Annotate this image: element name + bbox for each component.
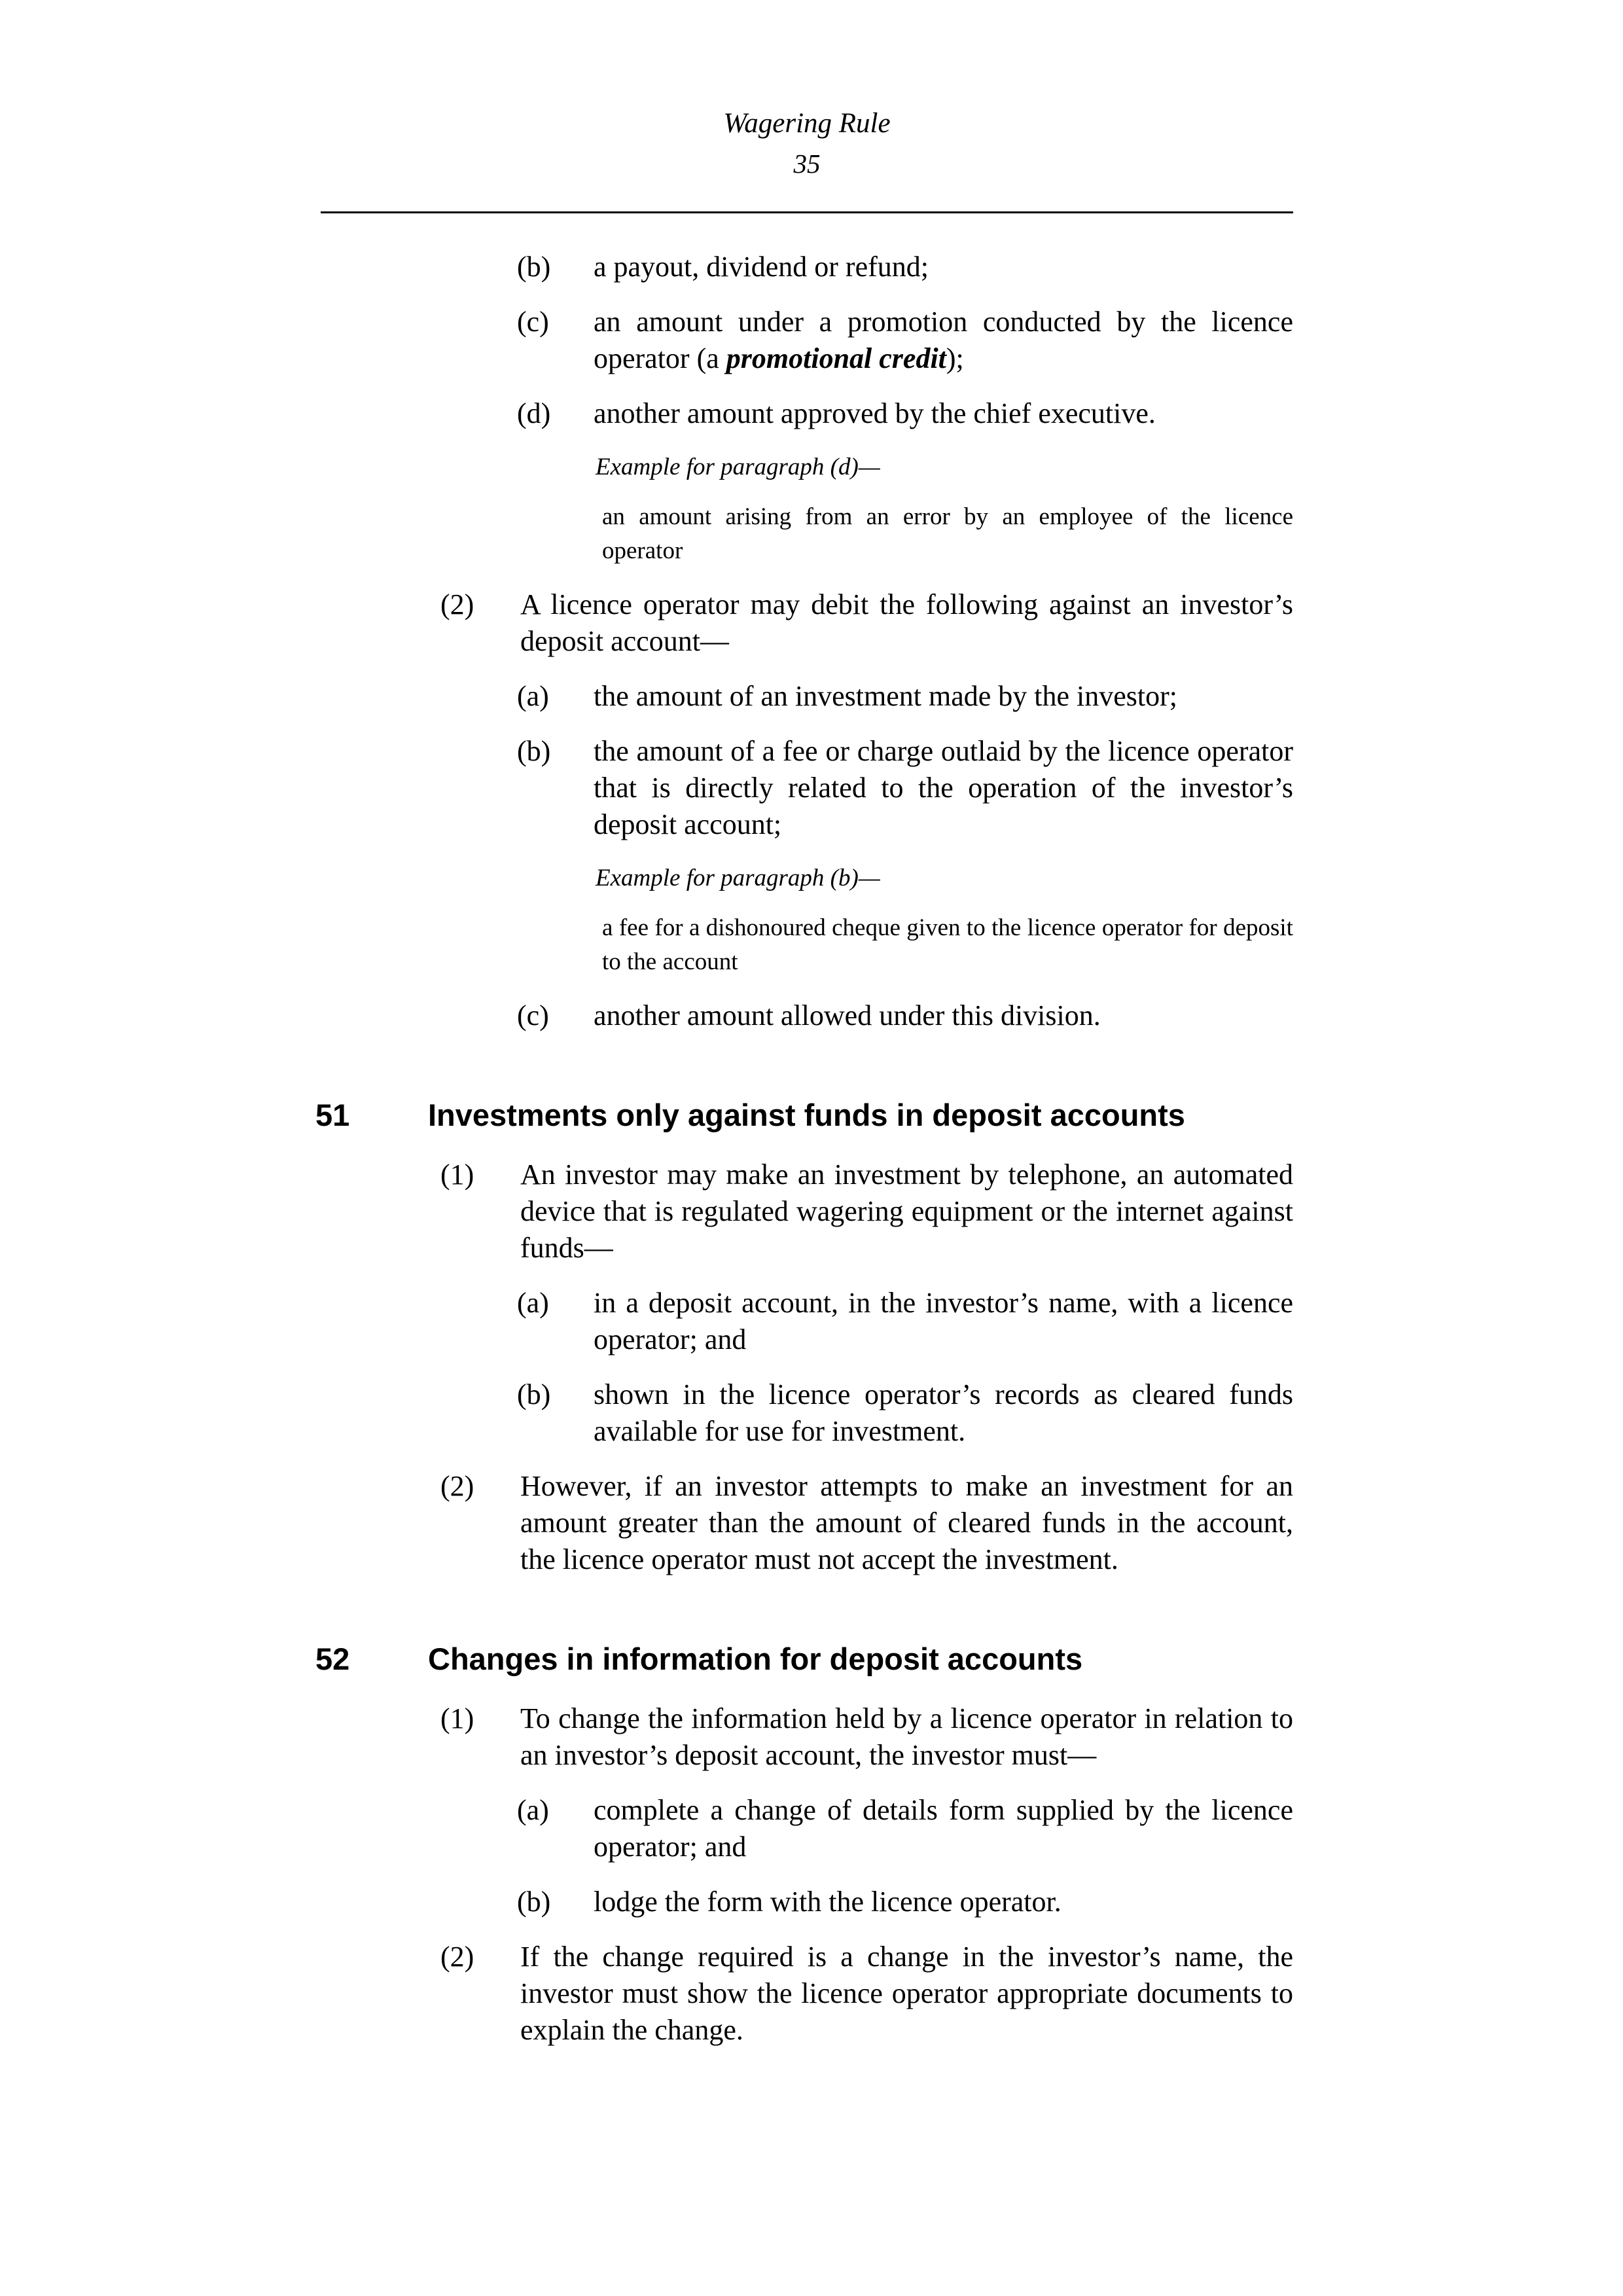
list-item <box>517 1376 1293 1450</box>
item-text <box>594 1792 1293 1865</box>
document-title: Wagering Rule <box>723 108 891 139</box>
header-divider <box>321 211 1293 213</box>
item-marker: (b) <box>517 1378 551 1410</box>
item-marker: (b) <box>517 1886 551 1918</box>
section-number: 52 <box>315 1641 350 1676</box>
item-marker: (2) <box>440 1941 474 1973</box>
list-item <box>440 1157 1293 1266</box>
list-item <box>517 1285 1293 1358</box>
item-marker: (1) <box>440 1158 474 1191</box>
item-text <box>520 1700 1293 1774</box>
item-text <box>594 678 1293 715</box>
item-marker: (d) <box>517 397 551 429</box>
document-body <box>315 249 1293 2049</box>
item-text <box>520 1939 1293 2049</box>
text-segment: lodge the form with the licence operator. <box>594 1886 1061 1918</box>
text-segment: in a deposit account, in the investor’s name, with a licence operator; and <box>594 1287 1293 1355</box>
content-column <box>315 0 1293 2049</box>
list-item <box>440 1700 1293 1774</box>
text-segment: However, if an investor attempts to make an investment for an amount greater than the amount of cleared funds in the account, the licence operator must not accept the investment. <box>520 1470 1293 1575</box>
item-text <box>594 1285 1293 1358</box>
item-marker: (a) <box>517 1287 549 1319</box>
item-text <box>594 395 1293 432</box>
item-marker: (c) <box>517 999 549 1031</box>
text-segment: the amount of an investment made by the investor; <box>594 680 1178 712</box>
item-text <box>594 304 1293 377</box>
text-segment: another amount approved by the chief executive. <box>594 397 1156 429</box>
item-text <box>594 1884 1293 1920</box>
item-text <box>594 997 1293 1034</box>
text-segment: a payout, dividend or refund; <box>594 251 929 283</box>
text-segment: If the change required is a change in the investor’s name, the investor must show the licence operator appropriate documents to explain the change. <box>520 1941 1293 2046</box>
item-marker: (1) <box>440 1702 474 1734</box>
item-marker: (b) <box>517 735 551 767</box>
list-item <box>517 997 1293 1034</box>
item-marker: (a) <box>517 680 549 712</box>
item-text <box>594 733 1293 843</box>
text-segment: shown in the licence operator’s records as cleared funds available for use for investment. <box>594 1378 1293 1447</box>
item-marker: (a) <box>517 1794 549 1826</box>
text-segment: another amount allowed under this division. <box>594 999 1101 1031</box>
section-number: 51 <box>315 1098 350 1132</box>
item-text <box>594 1376 1293 1450</box>
list-item <box>517 249 1293 285</box>
list-item <box>517 395 1293 432</box>
text-segment: An investor may make an investment by telephone, an automated device that is regulated wagering equipment or the internet against funds— <box>520 1158 1293 1264</box>
list-item <box>440 1939 1293 2049</box>
example-heading: Example for paragraph (b)— <box>596 865 880 891</box>
item-text <box>594 249 1293 285</box>
section-heading-row <box>315 1640 1293 1678</box>
list-item <box>517 1792 1293 1865</box>
item-marker: (2) <box>440 1470 474 1502</box>
text-segment: To change the information held by a licence operator in relation to an investor’s deposit account, the investor must— <box>520 1702 1293 1771</box>
text-segment: complete a change of details form supplied by the licence operator; and <box>594 1794 1293 1863</box>
example-heading: Example for paragraph (d)— <box>596 454 880 480</box>
item-text <box>520 586 1293 660</box>
list-item <box>517 304 1293 377</box>
example-text: an amount arising from an error by an employee of the licence operator <box>602 503 1293 564</box>
item-marker: (2) <box>440 588 474 620</box>
example-text: a fee for a dishonoured cheque given to the licence operator for deposit to the account <box>602 914 1293 975</box>
page-header <box>321 0 1293 180</box>
item-marker: (b) <box>517 251 551 283</box>
section-title: Investments only against funds in deposit accounts <box>428 1098 1185 1132</box>
list-item <box>440 586 1293 660</box>
item-text <box>520 1157 1293 1266</box>
text-segment: ); <box>946 342 964 374</box>
section-heading-row <box>315 1096 1293 1134</box>
defined-term: promotional credit <box>726 342 946 374</box>
list-item <box>517 733 1293 843</box>
text-segment: the amount of a fee or charge outlaid by the licence operator that is directly related to the operation of the investor’s deposit account; <box>594 735 1293 840</box>
section-title: Changes in information for deposit accounts <box>428 1641 1083 1676</box>
list-item <box>517 678 1293 715</box>
item-marker: (c) <box>517 306 549 338</box>
list-item <box>517 1884 1293 1920</box>
item-text <box>520 1468 1293 1578</box>
page-number: 35 <box>793 149 821 179</box>
list-item <box>440 1468 1293 1578</box>
text-segment: an amount under a promotion conducted by the licence operator (a <box>594 306 1293 374</box>
text-segment: A licence operator may debit the following against an investor’s deposit account— <box>520 588 1293 657</box>
